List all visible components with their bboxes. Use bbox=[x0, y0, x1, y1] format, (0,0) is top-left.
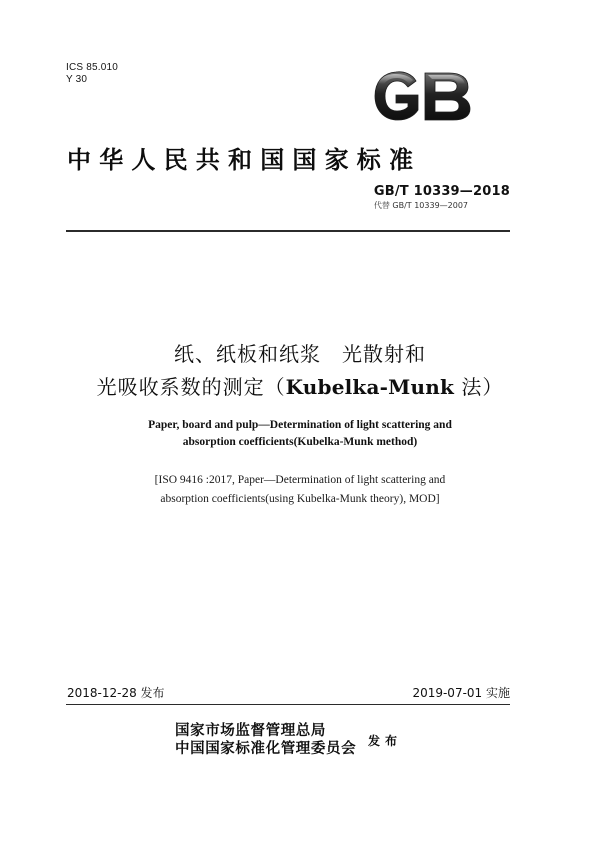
english-title-line-2: absorption coefficients(Kubelka-Munk method) bbox=[182, 436, 418, 448]
chinese-title-line-2-text: 光吸收系数的测定（ bbox=[96, 375, 286, 399]
ics-code: ICS 85.010 bbox=[66, 62, 119, 73]
top-divider bbox=[66, 230, 510, 232]
ccs-code: Y 30 bbox=[66, 74, 88, 85]
issue-date: 2018-12-28 发布 bbox=[67, 686, 165, 700]
bottom-divider bbox=[66, 704, 510, 705]
publisher-line-1: 国家市场监督管理总局 bbox=[175, 723, 326, 739]
english-title-line-1: Paper, board and pulp—Determination of light scattering and bbox=[148, 419, 452, 431]
standard-number: GB/T 10339—2018 bbox=[373, 184, 510, 199]
gb-logo bbox=[370, 66, 474, 126]
replaces-standard: 代替 GB/T 10339—2007 bbox=[373, 201, 469, 210]
chinese-title-line-2-end: 法） bbox=[454, 375, 504, 399]
publisher-line-2: 中国国家标准化管理委员会 bbox=[175, 741, 357, 757]
publishers bbox=[175, 722, 365, 758]
method-name: Kubelka-Munk bbox=[285, 375, 455, 399]
standard-number-block bbox=[374, 184, 510, 212]
iso-reference-line-2: absorption coefficients(using Kubelka-Munk theory), MOD] bbox=[160, 493, 440, 505]
national-standard-title: 中华人民共和国国家标准 bbox=[67, 146, 422, 174]
iso-reference-line-1: [ISO 9416 :2017, Paper—Determination of light scattering and bbox=[154, 474, 446, 486]
publish-label: 发布 bbox=[368, 734, 403, 748]
chinese-title-line-2 bbox=[0, 370, 600, 404]
implementation-date: 2019-07-01 实施 bbox=[412, 686, 510, 700]
chinese-title-line-1: 纸、纸板和纸浆 光散射和 bbox=[174, 342, 426, 366]
classification-codes bbox=[66, 62, 118, 86]
